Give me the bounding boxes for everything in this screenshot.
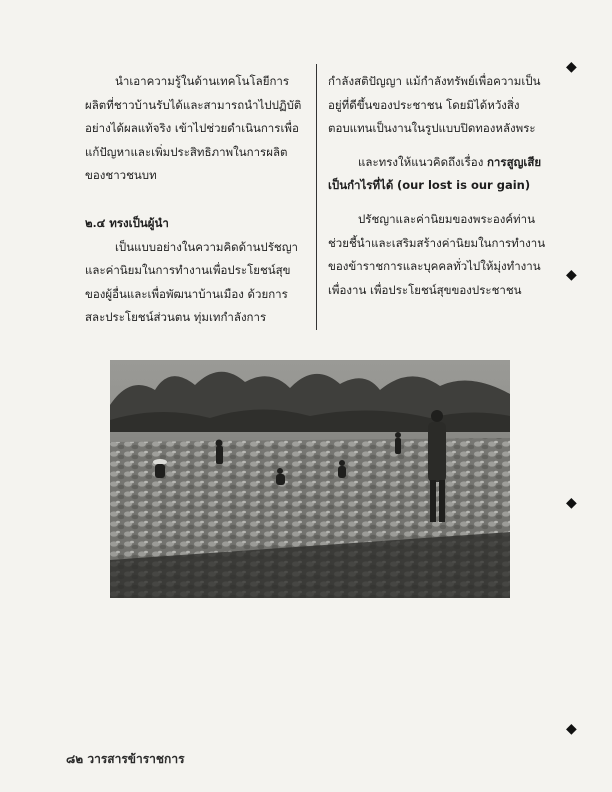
binder-hole-mark-3: ◆ <box>566 495 577 511</box>
right-paragraph-2 <box>328 151 546 198</box>
english-phrase: (our lost is our gain) <box>396 178 531 193</box>
left-paragraph-2: เป็นแบบอย่างในความคิดด้านปรัชญาและค่านิยมในการทำงานเพื่อประโยชน์สุขของผู้อื่นและเพื่อพัฒนาบ้านเมือง ด้วยการสละประโยชน์ส่วนตน ทุ่มเทกำลังการ <box>85 239 298 325</box>
binder-hole-mark-4: ◆ <box>566 721 577 737</box>
column-divider <box>316 64 317 330</box>
right-paragraph-3: ปรัชญาและค่านิยมของพระองค์ท่านช่วยชี้นำและเสริมสร้างค่านิยมในการทำงานของข้าราชการและบุคคลทั่วไปให้มุ่งทำงานเพื่องาน เพื่อประโยชน์สุขของประชาชน <box>328 211 546 297</box>
right-text-column <box>328 70 546 302</box>
left-text-column <box>85 70 307 330</box>
right-paragraph-2-prefix: และทรงให้แนวคิดถึงเรื่อง <box>358 154 487 169</box>
right-paragraph-1: กำลังสติปัญญา แม้กำลังทรัพย์เพื่อความเป็นอยู่ที่ดีขึ้นของประชาชน โดยมิได้หวังสิ่งตอบแทนเป็นงานในรูปแบบปิดทองหลังพระ <box>328 74 541 136</box>
binder-hole-mark-2: ◆ <box>566 267 577 283</box>
photo-illustration <box>110 360 510 598</box>
binder-hole-mark-1: ◆ <box>566 59 577 75</box>
page-number: ๘๒ <box>66 752 84 766</box>
page-footer <box>66 750 185 769</box>
left-paragraph-1: นำเอาความรู้ในด้านเทคโนโลยีการผลิตที่ชาวบ้านรับได้และสามารถนำไปปฏิบัติอย่างได้ผลแท้จริง เข้าไปช่วยดำเนินการเพื่อแก้ปัญหาและเพิ่มประสิทธิภาพในการผลิตของชาวชนบท <box>85 74 302 183</box>
right-paragraph-2-emphasis: การสูญเสียเป็นกำไรที่ได้ <box>328 154 542 193</box>
publication-name: วารสารข้าราชการ <box>87 752 185 766</box>
field-workers-photo <box>110 360 510 598</box>
section-heading: ๒.๔ ทรงเป็นผู้นำ <box>85 215 169 230</box>
